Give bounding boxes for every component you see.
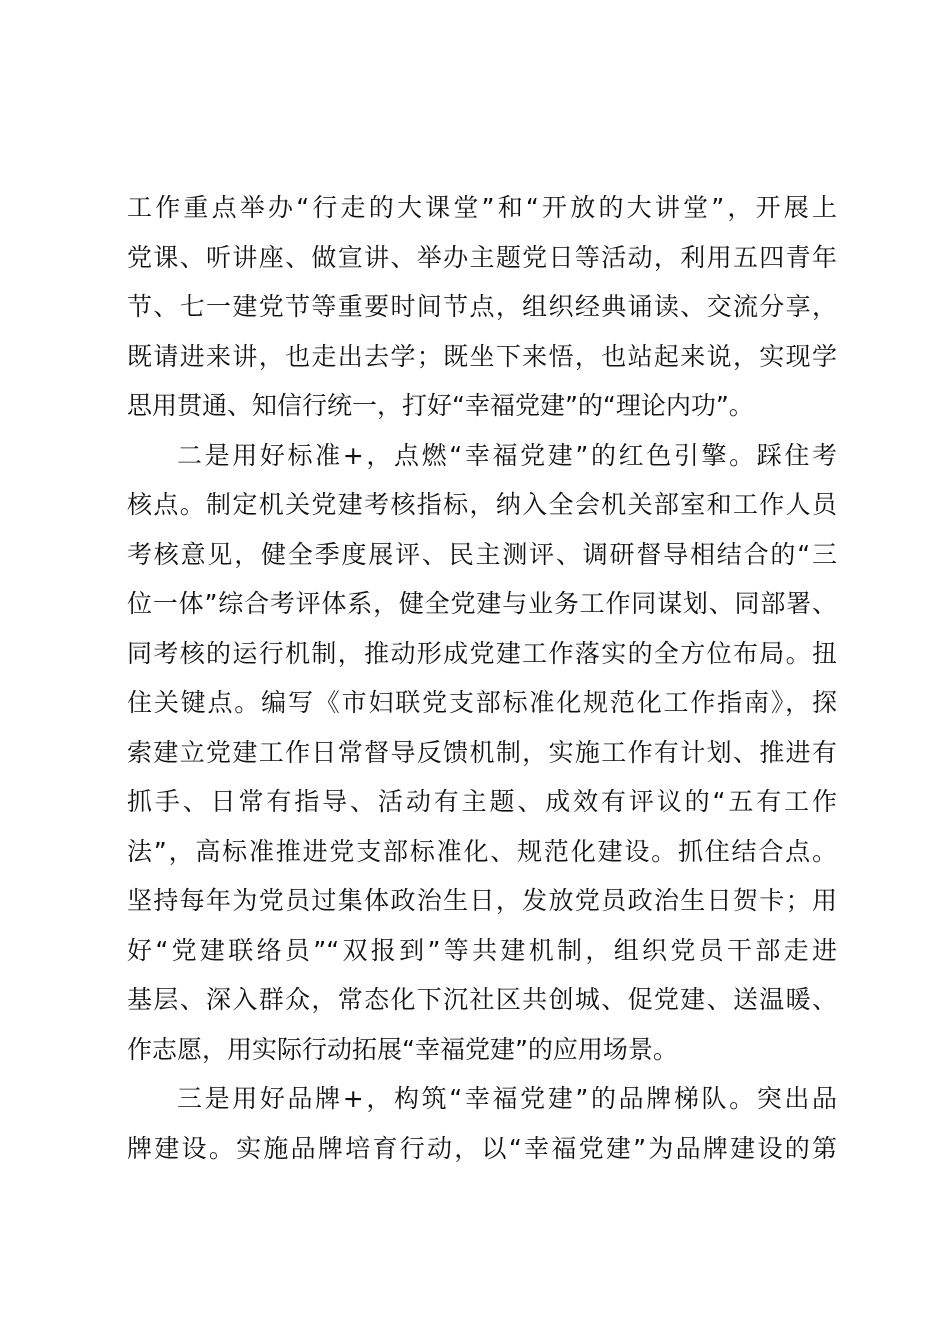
text-line: 同考核的运行机制，推动形成党建工作落实的全方位布局。扭 xyxy=(127,638,837,668)
text-line: 住关键点。编写《市妇联党支部标准化规范化工作指南》，探 xyxy=(127,688,837,717)
text-line: 抓手、日常有指导、活动有主题、成效有评议的“五有工作 xyxy=(127,787,837,816)
text-line: 三是用好品牌+，构筑“幸福党建”的品牌梯队。突出品 xyxy=(177,1084,837,1113)
text-line: 位一体”综合考评体系，健全党建与业务工作同谋划、同部署、 xyxy=(127,589,837,618)
text-line: 思用贯通、知信行统一，打好“幸福党建”的“理论内功”。 xyxy=(127,391,754,420)
text-line: 既请进来讲，也走出去学；既坐下来悟，也站起来说，实现学 xyxy=(127,341,837,371)
text-line: 党课、听讲座、做宣讲、举办主题党日等活动，利用五四青年 xyxy=(127,242,837,272)
text-line: 作志愿，用实际行动拓展“幸福党建”的应用场景。 xyxy=(127,1034,678,1064)
body-text xyxy=(127,183,837,1173)
text-line: 考核意见，健全季度展评、民主测评、调研督导相结合的“三 xyxy=(127,539,837,569)
text-line: 好“党建联络员”“双报到”等共建机制，组织党员干部走进 xyxy=(127,935,837,965)
text-line: 法”，高标准推进党支部标准化、规范化建设。抓住结合点。 xyxy=(127,836,837,866)
text-line: 二是用好标准+，点燃“幸福党建”的红色引擎。踩住考 xyxy=(177,440,837,470)
text-line: 核点。制定机关党建考核指标，纳入全会机关部室和工作人员 xyxy=(127,490,837,519)
text-line: 工作重点举办“行走的大课堂”和“开放的大讲堂”，开展上 xyxy=(127,193,837,222)
text-line: 基层、深入群众，常态化下沉社区共创城、促党建、送温暖、 xyxy=(127,985,837,1014)
text-line: 牌建设。实施品牌培育行动，以“幸福党建”为品牌建设的第 xyxy=(127,1133,837,1163)
text-line: 节、七一建党节等重要时间节点，组织经典诵读、交流分享， xyxy=(127,292,837,321)
text-line: 索建立党建工作日常督导反馈机制，实施工作有计划、推进有 xyxy=(127,737,837,767)
text-line: 坚持每年为党员过集体政治生日，发放党员政治生日贺卡；用 xyxy=(127,886,837,915)
